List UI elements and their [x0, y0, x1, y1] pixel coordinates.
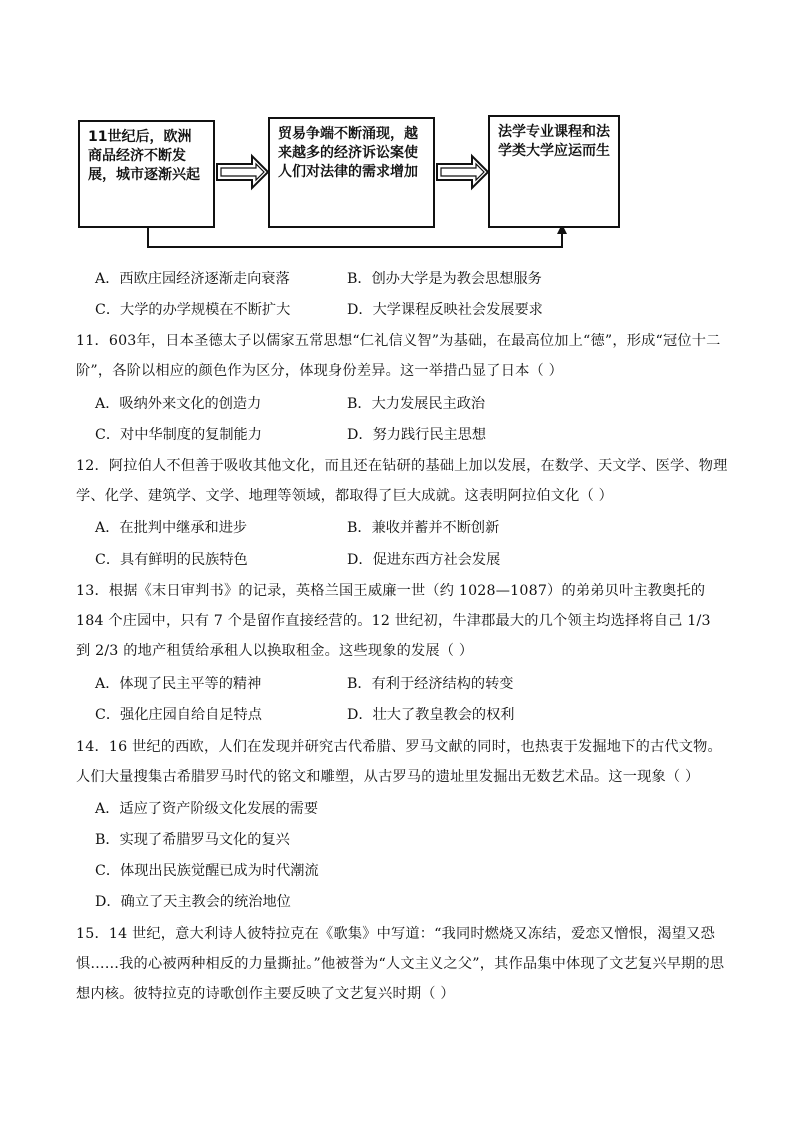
bottom-connector-line [148, 228, 562, 247]
q14-option-a: A．适应了资产阶级文化发展的需要 [95, 801, 319, 817]
q12-option-b: B．兼收并蓄并不断创新 [347, 520, 500, 536]
q12-option-c: C．具有鲜明的民族特色 [95, 552, 248, 568]
q11-option-b: B．大力发展民主政治 [347, 396, 486, 412]
flow-box-1: 11世纪后，欧洲商品经济不断发展，城市逐渐兴起 [78, 120, 215, 228]
hollow-arrow-1 [217, 156, 268, 188]
q11-option-a: A．吸纳外来文化的创造力 [95, 396, 262, 412]
q11-option-c: C．对中华制度的复制能力 [95, 427, 262, 443]
q14-option-c: C．体现出民族觉醒已成为时代潮流 [95, 863, 319, 879]
flow-box-2: 贸易争端不断涌现，越来越多的经济诉讼案使人们对法律的需求增加 [268, 117, 435, 228]
q12-option-d: D．促进东西方社会发展 [347, 552, 501, 568]
q15-stem: 15．14 世纪，意大利诗人彼特拉克在《歌集》中写道：“我同时燃烧又冻结，爱恋又憎恨，渴望又恐惧……我的心被两种相反的力量撕扯。”他被誉为“人文主义之父”，其作品集中体现了文艺复兴早期的思想内核。彼特拉克的诗歌创作主要反映了文艺复兴时期（ ） [76, 926, 725, 1002]
q12-option-a: A．在批判中继承和进步 [95, 520, 248, 536]
q10-option-b: B．创办大学是为教会思想服务 [347, 271, 542, 287]
flow-diagram [0, 0, 794, 260]
q14-stem: 14．16 世纪的西欧，人们在发现并研究古代希腊、罗马文献的同时，也热衷于发掘地下的古代文物。人们大量搜集古希腊罗马时代的铭文和雕塑，从古罗马的遗址里发掘出无数艺术品。这一现象（ ） [76, 739, 722, 785]
q10-option-d: D．大学课程反映社会发展要求 [347, 302, 543, 318]
q11-stem: 11．603年，日本圣德太子以儒家五常思想“仁礼信义智”为基础，在最高位加上“德”，形成“冠位十二阶”，各阶以相应的颜色作为区分，体现身份差异。这一举措凸显了日本（ ） [76, 333, 721, 379]
q14-option-b: B．实现了希腊罗马文化的复兴 [95, 832, 290, 848]
q10-option-a: A．西欧庄园经济逐渐走向衰落 [95, 271, 290, 287]
q12-stem: 12．阿拉伯人不但善于吸收其他文化，而且还在钻研的基础上加以发展，在数学、天文学、医学、物理学、化学、建筑学、文学、地理等领域，都取得了巨大成就。这表明阿拉伯文化（ ） [76, 458, 728, 504]
flow-box-3: 法学专业课程和法学类大学应运而生 [488, 115, 620, 228]
hollow-arrow-2 [437, 156, 488, 188]
q13-option-c: C．强化庄园自给自足特点 [95, 707, 262, 723]
q13-option-b: B．有利于经济结构的转变 [347, 676, 514, 692]
q13-option-d: D．壮大了教皇教会的权利 [347, 707, 515, 723]
q13-stem: 13．根据《末日审判书》的记录，英格兰国王威廉一世（约 1028—1087）的弟弟贝叶主教奥托的 184 个庄园中，只有 7 个是留作直接经营的。12 世纪初，牛津郡最大的几个领主均选择将自己 1/3 到 2/3 的地产租赁给承租人以换取租金。这些现象的发展（ ） [76, 583, 711, 659]
q14-option-d: D．确立了天主教会的统治地位 [95, 894, 291, 910]
q10-option-c: C．大学的办学规模在不断扩大 [95, 302, 291, 318]
q11-option-d: D．努力践行民主思想 [347, 427, 487, 443]
q13-option-a: A．体现了民主平等的精神 [95, 676, 262, 692]
